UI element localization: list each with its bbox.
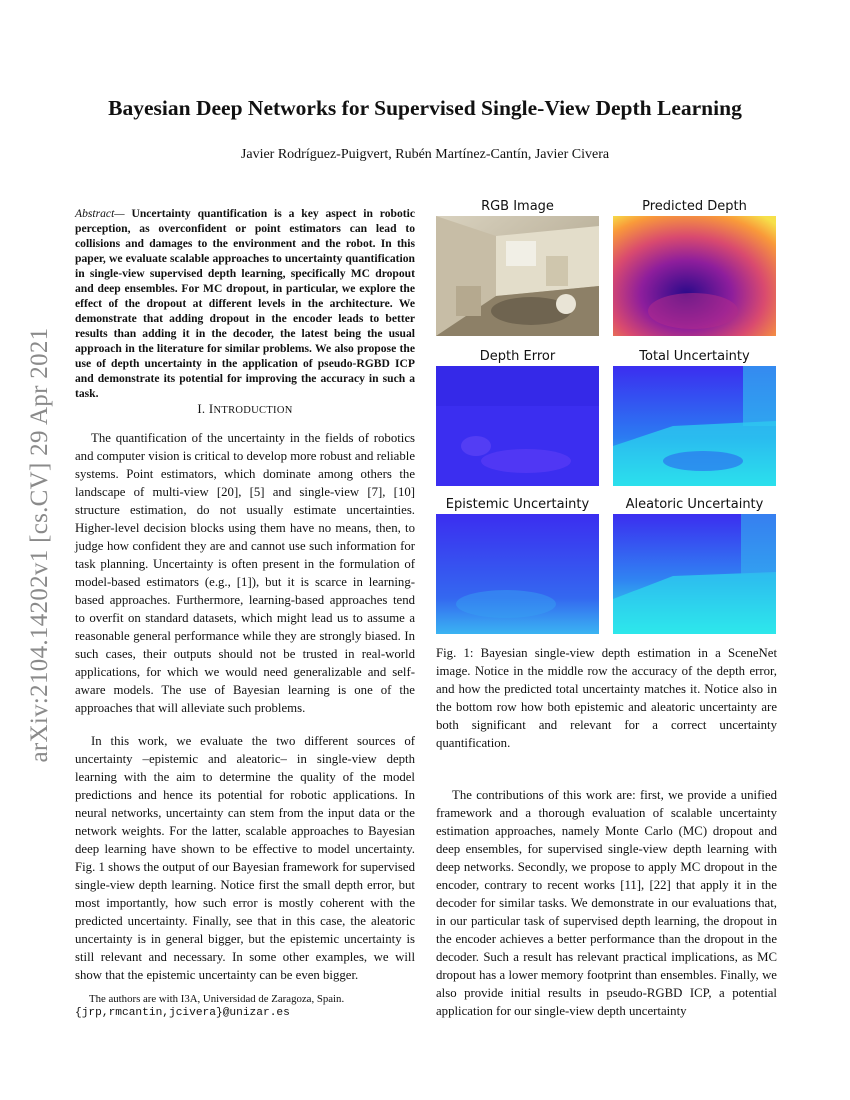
predicted-depth-map [613, 216, 776, 336]
arxiv-sidebar [10, 295, 70, 795]
panel-depth-error [436, 348, 599, 486]
aleatoric-uncertainty-map [613, 514, 776, 634]
author-list: Javier Rodríguez-Puigvert, Rubén Martínez-Cantín, Javier Civera [240, 147, 610, 162]
depth-error-map [436, 366, 599, 486]
abstract-body: Uncertainty quantification is a key aspect in robotic perception, as overconfident or point estimators can lead to collisions and damages to the environment and the robot. In this paper, we evaluate scalable approaches to uncertainty quantification in single-view supervised depth learning, specifically MC dropout and deep ensembles. For MC dropout, in particular, we explore the effect of the dropout at different levels in the architecture. We demonstrate that adding dropout in the encoder leads to better results than adding it in the decoder, the latest being the usual approach in the literature for similar problems. We also propose the use of depth uncertainty in the application of pseudo-RGBD ICP and demonstrate its potential for improving the accuracy in such a task. [75, 207, 415, 400]
panel-aleatoric-uncertainty [613, 496, 776, 634]
panel-label: Aleatoric Uncertainty [625, 497, 764, 512]
footnote-email: {jrp,rmcantin,jcivera}@unizar.es [75, 1007, 290, 1019]
section-number: I. [197, 402, 209, 416]
panel-label: Depth Error [479, 349, 556, 364]
abstract [75, 206, 415, 401]
arxiv-identifier: arXiv:2104.14202v1 [cs.CV] 29 Apr 2021 [26, 327, 53, 763]
figure-caption: Fig. 1: Bayesian single-view depth estimation in a SceneNet image. Notice in the middle row the accuracy of the depth error, and how the predicted total uncertainty matches it. Notice also in the bottom row how both epistemic and aleatoric uncertainty are both significant and relevant for a correct uncertainty quantification. [436, 646, 777, 750]
section-initial: I [208, 402, 214, 416]
abstract-lead: Abstract— [75, 207, 125, 220]
rgb-image [436, 216, 599, 336]
paper-title: Bayesian Deep Networks for Supervised Single-View Depth Learning [108, 96, 742, 120]
contributions-paragraph: The contributions of this work are: first, we provide a unified framework and a thorough evaluation of scalable uncertainty estimation approaches, namely Monte Carlo (MC) dropout and deep ensembles, for supervised single-view depth learning with deep networks. Secondly, we propose to apply MC dropout in the encoder, contrary to recent works [11], [22] that apply it in the decoder for similar tasks. We demonstrate in our evaluations that, in our particular task of supervised depth learning, the dropout in the encoder achieves a better performance than the dropout in the decoder. Such a result has relevant practical implications, as MC dropout has a lower memory footprint than ensembles. Finally, we also provide initial results in pseudo-RGBD ICP, a potential application for our single-view depth uncertainty [436, 788, 777, 1018]
panel-label: Total Uncertainty [639, 349, 750, 364]
panel-epistemic-uncertainty [436, 496, 599, 634]
total-uncertainty-map [613, 366, 776, 486]
panel-label: Epistemic Uncertainty [445, 497, 590, 512]
panel-total-uncertainty [613, 348, 776, 486]
panel-rgb-image [436, 198, 599, 336]
section-title-rest: NTRODUCTION [213, 405, 293, 416]
intro-paragraph-2: In this work, we evaluate the two different sources of uncertainty –epistemic and aleatoric– in single-view depth learning with the aim to determine the quality of the model predictions and hence its potential for robotic applications. In neural networks, uncertainty can stem from the input data or the network weights. For the latter, scalable approaches to Bayesian deep learning have shown to be effective to model uncertainty. Fig. 1 shows the output of our Bayesian framework for supervised single-view depth learning. Notice first the small depth error, but most importantly, how such error is mostly coherent with the predicted uncertainty. Finally, see that in this case, the aleatoric uncertainty is in general bigger, but the epistemic uncertainty is still relevant and necessary. In some other examples, we will show that the epistemic uncertainty can be even bigger. [75, 734, 415, 982]
footnote-affiliation: The authors are with I3A, Universidad de Zaragoza, Spain. [89, 993, 345, 1005]
section-heading-introduction [75, 402, 415, 417]
figure-1 [436, 198, 778, 634]
footnote [75, 992, 415, 1020]
intro-paragraph-1: The quantification of the uncertainty in the fields of robotics and computer vision is critical to develop more robust and reliable systems. Point estimators, which dominate among others the landscape of multi-view [20], [5] and single-view [7], [10] structure estimation, do not usually estimate uncertainties. Higher-level decision blocks using them have no means, then, to judge how confident they are and cannot use such information for task planning. Uncertainty is often present in the formulation of model-based estimators (e.g., [1]), but it is scarce in learning-based approaches. Furthermore, learning-based approaches tend to overfit on standard datasets, which might lead us to assume a reasonable general performance while they are strongly biased. In such cases, their outputs should not be trusted in real-world applications, for which we would need generalizable and self-aware models. The use of Bayesian learning is one of the approaches that will alleviate such problems. [75, 431, 415, 715]
epistemic-uncertainty-map [436, 514, 599, 634]
panel-label: RGB Image [481, 199, 554, 214]
panel-predicted-depth [613, 198, 776, 336]
panel-label: Predicted Depth [642, 199, 747, 214]
